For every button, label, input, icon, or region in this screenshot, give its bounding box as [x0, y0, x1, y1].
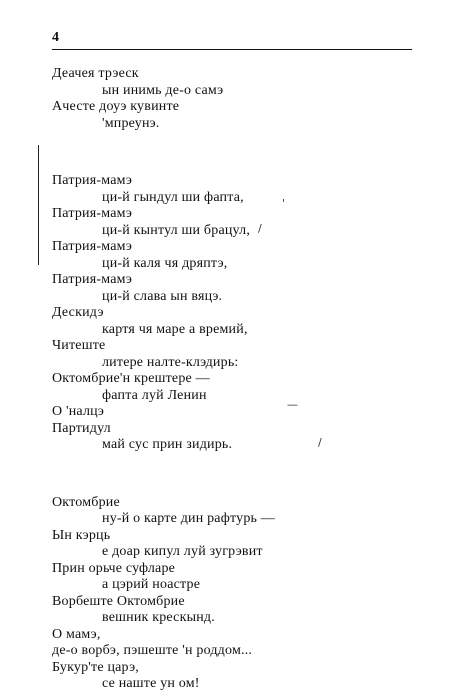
poem-line: О 'налцэ [52, 404, 105, 419]
poem-line: Партидул [52, 420, 111, 436]
poem-line: ын инимь де-о самэ [102, 82, 224, 98]
poem-line: ци-й гындул ши фапта, [102, 189, 244, 205]
pen-mark: — [287, 398, 298, 411]
poem-line: Октомбрие'н крештере — [52, 371, 210, 386]
poem-line: ци-й кынтул ши брацул, [102, 222, 251, 238]
poem-line: вешник крескынд. [102, 610, 215, 625]
poem-line: картя чя маре а времий, [102, 321, 248, 337]
poem-line: май сус прин зидирь. [102, 437, 233, 452]
poem-line: Читеште [52, 338, 106, 353]
poem-line: се наште ун ом! [102, 676, 200, 691]
stanza-gap [52, 132, 422, 173]
poem-line: ци-й каля чя дряптэ, [102, 255, 228, 271]
header-rule [52, 49, 412, 50]
poem-line: 'мпреунэ. [102, 115, 160, 131]
poem-line: Ворбеште Октомбрие [52, 593, 185, 609]
poem-line: Патрия-мамэ [52, 206, 133, 221]
stanza [52, 173, 422, 454]
poem-line: Ын кэрць [52, 527, 111, 543]
margin-annotation-bar [38, 145, 39, 265]
poem-line: О мамэ, [52, 626, 101, 642]
poem-line: ну-й о карте дин рафтурь — [102, 511, 276, 526]
poem-line: Патрия-мамэ [52, 239, 133, 254]
poem-line: Деачея трэеск [52, 66, 139, 81]
poem-line: Патрия-мамэ [52, 272, 133, 287]
pen-mark: / [258, 222, 262, 235]
poem-body [52, 66, 422, 693]
poem-line: Дескидэ [52, 305, 104, 320]
stanza-gap [52, 454, 422, 495]
poem-line: Букур'те царэ, [52, 659, 140, 675]
poem-line: Октомбрие [52, 494, 120, 510]
poem-line: ци-й слава ын вяцэ. [102, 288, 223, 304]
poem-line: е доар кипул луй зугрэвит [102, 544, 263, 559]
poem-line: Прин орьче суфларе [52, 560, 176, 576]
stanza [52, 66, 422, 132]
poem-line: Ачесте доуэ кувинте [52, 99, 180, 114]
page-number: 4 [52, 30, 59, 45]
stanza [52, 495, 422, 693]
pen-mark: / [318, 436, 322, 449]
pen-mark: ' [282, 197, 286, 210]
poem-line: литере налте-клэдирь: [102, 354, 239, 370]
poem-line: Патрия-мамэ [52, 173, 133, 188]
poem-line: а цэрий ноастре [102, 577, 201, 592]
poem-line: фапта луй Ленин [102, 387, 207, 403]
poem-line: де-о ворбэ, пэшеште 'н роддом... [52, 643, 253, 658]
